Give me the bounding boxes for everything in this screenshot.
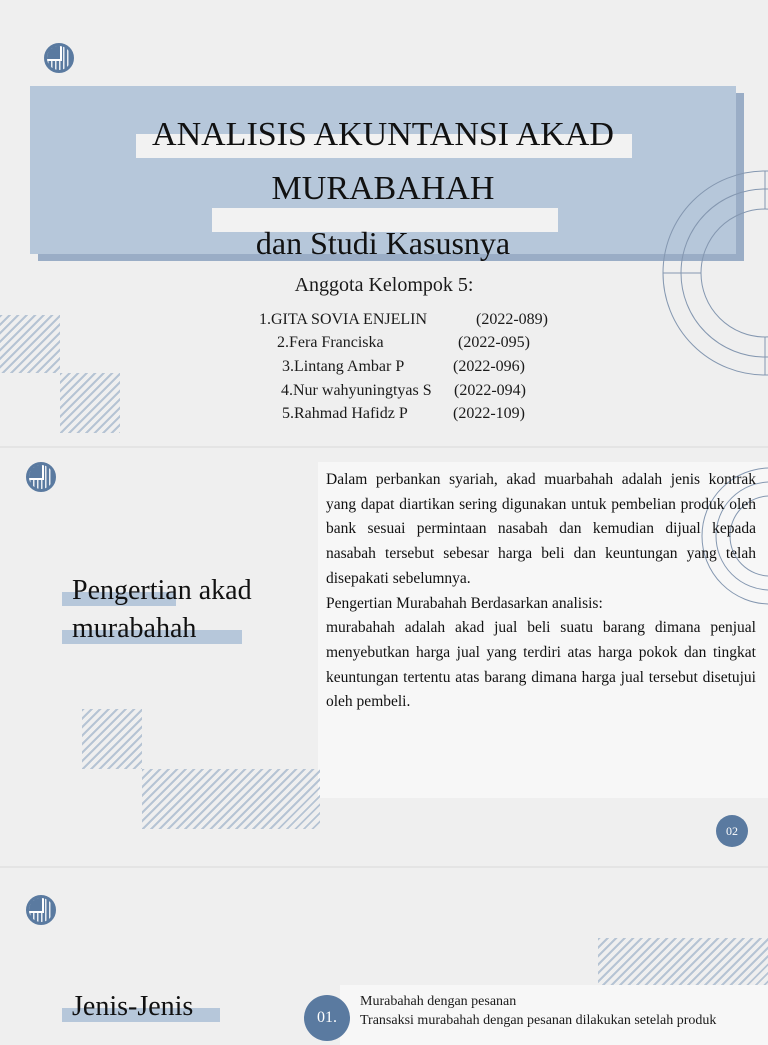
section-heading: Jenis-Jenis [72,991,194,1022]
member-id: (2022-095) [458,334,530,351]
section-heading [72,572,252,648]
member-row [282,402,408,426]
definition-paragraph: murabahah adalah akad jual beli suatu barang dimana penjual menyebutkan harga jual yang terdiri atas harga pokok dan tingkat keuntungan tertentu atas barang dimana harga jual tersebut disetujui oleh pembeli. [326,619,756,711]
heading-line-1: Pengertian akad [72,575,252,606]
member-id: (2022-109) [453,405,525,422]
heading-line-2: murabahah [72,613,197,644]
title-line-1: ANALISIS AKUNTANSI AKAD [152,116,614,153]
presentation-title [30,108,736,270]
member-id: (2022-089) [476,311,548,328]
members-heading: Anggota Kelompok 5: [294,274,474,296]
member-row [259,308,427,332]
member-name: 4.Nur wahyuningtyas S [281,382,432,399]
slide-divider [0,866,768,868]
item-number-badge: 01. [304,995,350,1041]
slide-divider [0,446,768,448]
type-item-title: Murabahah dengan pesanan [360,994,517,1009]
member-name: 2.Fera Franciska [277,334,384,351]
member-name: 5.Rahmad Hafidz P [282,405,408,422]
page-number-badge: 02 [716,815,748,847]
member-row [282,355,404,379]
hatch-decoration [82,709,142,769]
decorative-circle-icon [26,895,56,925]
definition-paragraph: Dalam perbankan syariah, akad muarbahah adalah jenis kontrak yang dapat diartikan sering digunakan untuk pembelian produk oleh bank sesuai permintaan nasabah dan kemudian dijual kepada nasabah tersebut sebesar harga beli dan keuntungan yang telah disepakati sebelumnya. [326,471,756,587]
title-line-2: MURABAHAH [271,170,495,207]
decorative-circle-icon [26,462,56,492]
hatch-decoration [0,315,60,373]
title-line-3: dan Studi Kasusnya [255,225,511,261]
type-item-description: Transaksi murabahah dengan pesanan dilakukan setelah produk [360,1013,717,1028]
type-item [360,992,760,1030]
member-id: (2022-096) [453,358,525,375]
definition-text [326,468,756,715]
member-name: 3.Lintang Ambar P [282,358,405,375]
decorative-circle-icon [44,43,74,73]
member-id: (2022-094) [454,382,526,399]
hatch-decoration [142,769,320,829]
member-row [277,331,384,355]
member-name: 1.GITA SOVIA ENJELIN [259,311,428,328]
definition-subheading: Pengertian Murabahah Berdasarkan analisis: [326,594,603,612]
member-row [281,379,432,403]
hatch-decoration [60,373,120,433]
